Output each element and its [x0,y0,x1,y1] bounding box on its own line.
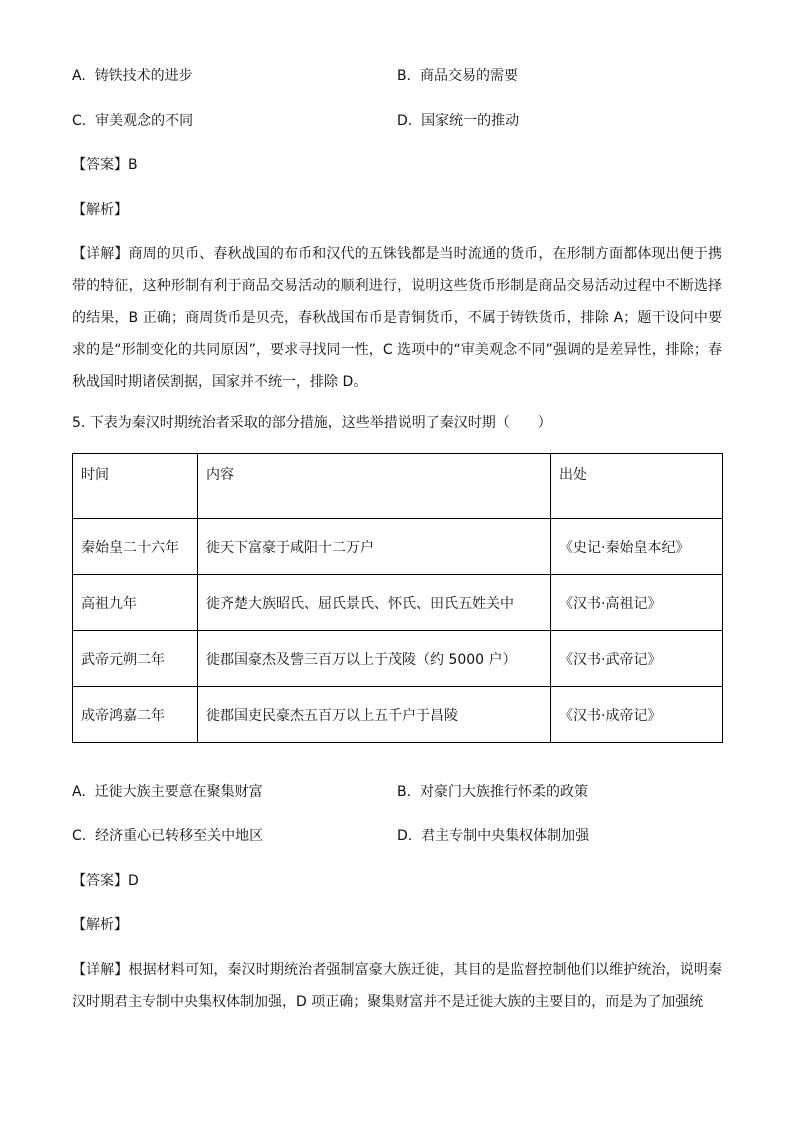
q5-option-c-letter: C. [72,828,87,844]
table-header-content: 内容 [198,454,551,519]
table-cell-source: 《汉书·武帝记》 [551,631,723,687]
q5-option-a-text: 迁徙大族主要意在聚集财富 [94,784,263,800]
table-cell-content: 徙天下富豪于咸阳十二万户 [198,519,551,575]
q5-option-d-letter: D. [397,828,413,844]
table-row [73,631,723,687]
table-cell-time: 成帝鸿嘉二年 [73,687,198,743]
table-cell-content: 徙郡国吏民豪杰五百万以上五千户于昌陵 [198,687,551,743]
q5-analysis-label: 【解析】 [72,917,128,933]
table-row [73,575,723,631]
table-header-time: 时间 [73,454,198,519]
q4-option-d [397,111,519,131]
table-cell-time: 武帝元朔二年 [73,631,198,687]
q4-option-c-text: 审美观念的不同 [95,113,194,129]
table-cell-time: 秦始皇二十六年 [73,519,198,575]
q5-answer: 【答案】D [72,873,139,889]
table-cell-time: 高祖九年 [73,575,198,631]
q4-option-c [72,111,193,131]
table-cell-source: 《汉书·成帝记》 [551,687,723,743]
q5-option-d [397,826,589,846]
q5-option-a-letter: A. [72,784,86,800]
q4-option-b-letter: B. [397,68,412,84]
q4-option-d-letter: D. [397,113,413,129]
q4-option-a [72,66,193,86]
table-cell-source: 《史记·秦始皇本纪》 [551,519,723,575]
q4-option-d-text: 国家统一的推动 [421,113,520,129]
q5-stem: 5. 下表为秦汉时期统治者采取的部分措施，这些举措说明了秦汉时期（ ） [72,415,552,431]
table-row [73,687,723,743]
q4-option-c-letter: C. [72,113,87,129]
q5-detail: 【详解】根据材料可知，秦汉时期统治者强制富豪大族迁徙，其目的是监督控制他们以维护统治，说明秦汉时期君主专制中央集权体制加强，D 项正确；聚集财富并不是迁徙大族的主要目的，而是为了加强统 [72,962,722,1010]
table-cell-content: 徙齐楚大族昭氏、屈氏景氏、怀氏、田氏五姓关中 [198,575,551,631]
table-cell-source: 《汉书·高祖记》 [551,575,723,631]
q5-option-c [72,826,263,846]
q5-source-table [72,453,723,743]
table-header-row [73,454,723,519]
q4-detail: 【详解】商周的贝币、春秋战国的布币和汉代的五铢钱都是当时流通的货币，在形制方面都体现出便于携带的特征，这种形制有利于商品交易活动的顺利进行，说明这些货币形制是商品交易活动过程中不断选择的结果，B 正确；商周货币是贝壳，春秋战国布币是青铜货币，不属于铸铁货币，排除 A；题干设问中要求的是“形制变化的共同原因”，要求寻找同一性，C 选项中的“审美观念不同”强调的是差异性，排除；春秋战国时期诸侯割据，国家并不统一，排除 D。 [72,246,722,390]
q4-option-b-text: 商品交易的需要 [419,68,518,84]
q4-option-b [397,66,518,86]
q5-option-b [397,782,588,802]
q5-option-b-letter: B. [397,784,412,800]
q5-option-b-text: 对豪门大族推行怀柔的政策 [419,784,588,800]
q5-option-a [72,782,263,802]
q4-option-a-text: 铸铁技术的进步 [94,68,193,84]
q4-option-a-letter: A. [72,68,86,84]
table-row [73,519,723,575]
q4-answer: 【答案】B [72,157,138,173]
table-header-source: 出处 [551,454,723,519]
table-cell-content: 徙郡国豪杰及訾三百万以上于茂陵（约 5000 户） [198,631,551,687]
q5-option-d-text: 君主专制中央集权体制加强 [421,828,590,844]
q5-option-c-text: 经济重心已转移至关中地区 [95,828,264,844]
q4-analysis-label: 【解析】 [72,202,128,218]
